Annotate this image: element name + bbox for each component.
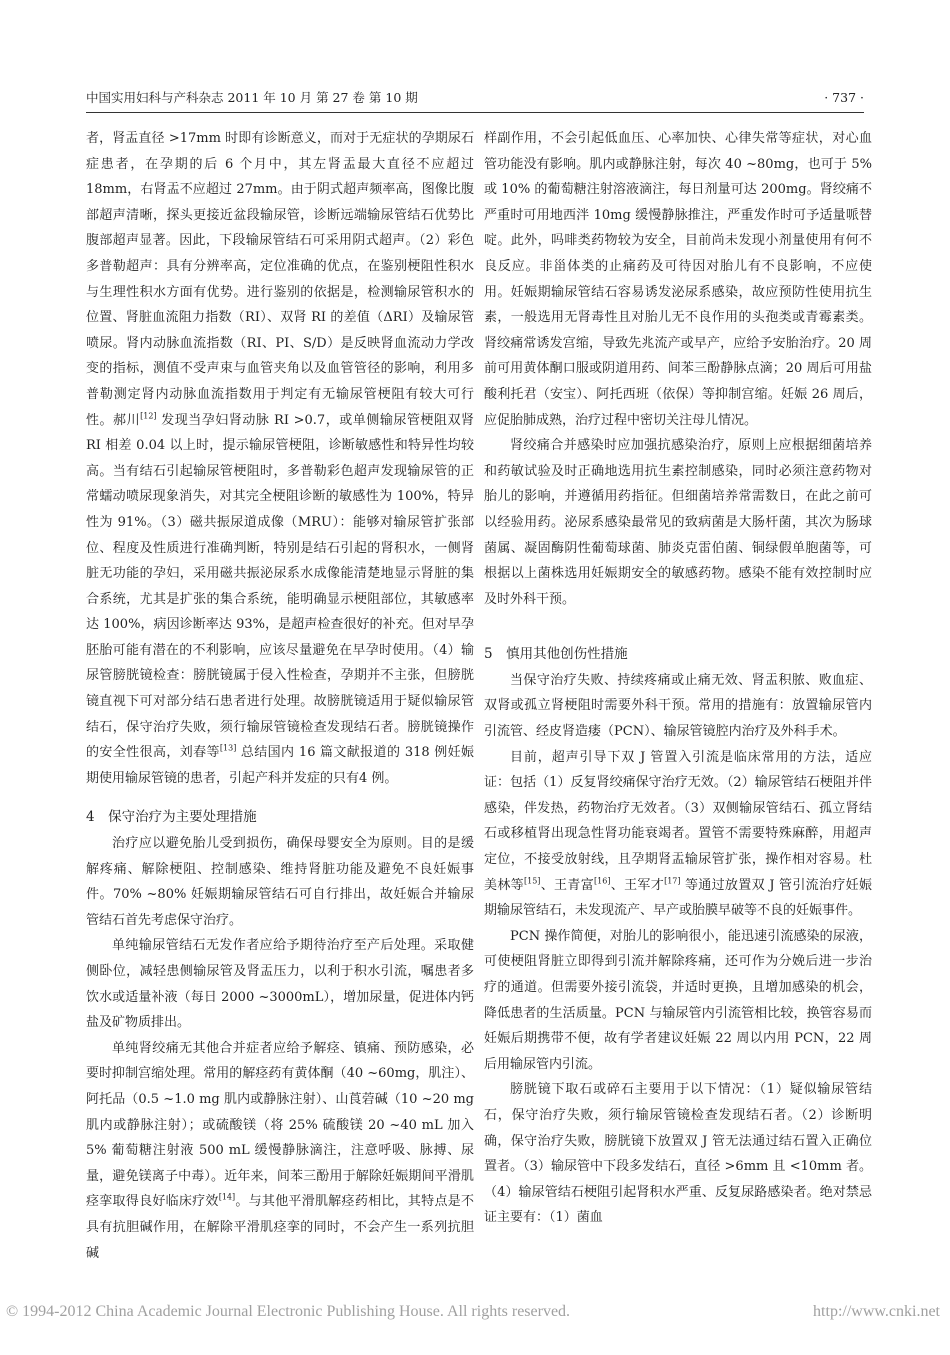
paragraph: 者，肾盂直径 >17mm 时即有诊断意义，而对于无症状的孕期尿石症患者，在孕期的后 6 个月中，其左肾盂最大直径不应超过 18mm，右肾盂不应超过 27mm。由于阴式超声频率高，图像比腹部超声清晰，探头更接近盆段输尿管，诊断远端输尿管结石优势比腹部超声显著。因此，下段输尿管结石可采用阴式超声。（2）彩色多普勒超声：具有分辨率高，定位准确的优点，在鉴别梗阻性积水与生理性积水方面有优势。进行鉴别的依据是，检测输尿管积水的位置、肾脏血流阻力指数（RI）、双肾 RI 的差值（ΔRI）及输尿管喷尿。肾内动脉血流指数（RI、PI、S/D）是反映肾血流动力学改变的指标，测值不受声束与血管夹角以及血管管径的影响，利用多普勒测定肾内动脉血流指数用于判定有无输尿管梗阻有较大可行性。郝川[12] 发现当孕妇肾动脉 RI >0.7，或单侧输尿管梗阻双肾 RI 相差 0.04 以上时，提示输尿管梗阻，诊断敏感性和特异性均较高。当有结石引起输尿管梗阻时，多普勒彩色超声发现输尿管的正常蠕动喷尿现象消失，对其完全梗阻诊断的敏感性为 100%，特异性为 91%。（3）磁共振尿道成像（MRU）：能够对输尿管扩张部位、程度及性质进行准确判断，特别是结石引起的肾积水，一侧肾脏无功能的孕妇，采用磁共振泌尿系水成像能清楚地显示肾脏的集合系统，尤其是扩张的集合系统，能明确显示梗阻部位，其敏感率达 100%，病因诊断率达 93%，是超声检查很好的补充。但对早孕胚胎可能有潜在的不利影响，应该尽量避免在早孕时使用。（4）输尿管膀胱镜检查：膀胱镜属于侵入性检查，孕期并不主张，但膀胱镜直视下可对部分结石患者进行处理。故膀胱镜适用于疑似输尿管结石，保守治疗失败，须行输尿管镜检查发现结石者。膀胱镜操作的安全性很高，刘春等[13] 总结国内 16 篇文献报道的 318 例妊娠期使用输尿管镜的患者，引起产科并发症的只有4 例。 bbox=[86, 131, 474, 786]
paragraph: 单纯输尿管结石无发作者应给予期待治疗至产后处理。采取健侧卧位，减轻患侧输尿管及肾盂压力，以利于积水引流，嘱患者多饮水或适量补液（每日 2000 ~3000mL），增加尿量，促进体内钙盐及矿物质排出。 bbox=[86, 938, 474, 1031]
paragraph: 膀胱镜下取石或碎石主要用于以下情况：（1）疑似输尿管结石，保守治疗失败，须行输尿管镜检查发现结石者。（2）诊断明确，保守治疗失败，膀胱镜下放置双 J 管无法通过结石置入正确位置者。（3）输尿管中下段多发结石，直径 >6mm 且 <10mm 者。（4）输尿管结石梗阻引起肾积水严重、反复尿路感染者。绝对禁忌证主要有：（1）菌血 bbox=[484, 1082, 872, 1226]
paragraph: 单纯肾绞痛无其他合并症者应给予解痉、镇痛、预防感染，必要时抑制宫缩处理。常用的解痉药有黄体酮（40 ~60mg，肌注）、阿托品（0.5 ~1.0 mg 肌内或静脉注射）、山莨菪碱（10 ~20 mg 肌内或静脉注射）；或硫酸镁（将 25% 硫酸镁 20 ~40 mL 加入 5% 葡萄糖注射液 500 mL 缓慢静脉滴注，注意呼吸、脉搏、尿量，避免镁离子中毒）。近年来，间苯三酚用于解除妊娠期间平滑肌痉挛取得良好临床疗效[14]。与其他平滑肌解痉药相比，其特点是不具有抗胆碱作用，在解除平滑肌痉挛的同时，不会产生一系列抗胆碱 bbox=[86, 1040, 474, 1261]
citation-ref[interactable]: [15] bbox=[523, 876, 541, 886]
running-header bbox=[86, 86, 864, 113]
cnki-link[interactable]: http://www.cnki.net bbox=[813, 1303, 940, 1320]
paragraph: 当保守治疗失败、持续疼痛或止痛无效、肾盂积脓、败血症、双肾或孤立肾梗阻时需要外科干预。常用的措施有：放置输尿管内引流管、经皮肾造瘘（PCN）、输尿管镜腔内治疗及外科手术。 bbox=[484, 672, 872, 740]
citation-ref[interactable]: [16] bbox=[594, 876, 611, 886]
paragraph: 样副作用，不会引起低血压、心率加快、心律失常等症状，对心血管功能没有影响。肌内或静脉注射，每次 40 ~80mg，也可于 5% 或 10% 的葡萄糖注射溶液滴注，每日剂量可达 200mg。肾绞痛不严重时可用地西泮 10mg 缓慢静脉推注，严重发作时可予适量哌替啶。此外，吗啡类药物较为安全，目前尚未发现小剂量使用有何不良反应。非甾体类的止痛药及可待因对胎儿有不良影响，不应使用。妊娠期输尿管结石容易诱发泌尿系感染，故应预防性使用抗生素，一般选用无肾毒性且对胎儿无不良作用的头孢类或青霉素类。肾绞痛常诱发宫缩，导致先兆流产或早产，应给予安胎治疗。20 周前可用黄体酮口服或阴道用药、间苯三酚静脉点滴；20 周后可用盐酸利托君（安宝）、阿托西班（依保）等抑制宫缩。妊娠 26 周后，应促胎肺成熟，治疗过程中密切关注母儿情况。 bbox=[484, 131, 872, 428]
citation-ref[interactable]: [14] bbox=[218, 1193, 236, 1203]
paragraph: 治疗应以避免胎儿受到损伤，确保母婴安全为原则。目的是缓解疼痛、解除梗阻、控制感染、维持肾脏功能及避免不良妊娠事件。70% ~80% 妊娠期输尿管结石可自行排出，故妊娠合并输尿管结石首先考虑保守治疗。 bbox=[86, 836, 474, 928]
citation-ref[interactable]: [13] bbox=[219, 743, 237, 753]
paragraph: 目前，超声引导下双 J 管置入引流是临床常用的方法，适应证：包括（1）反复肾绞痛保守治疗无效。（2）输尿管结石梗阻并伴感染，伴发热，药物治疗无效者。（3）双侧输尿管结石、孤立肾结石或移植肾出现急性肾功能衰竭者。置管不需要特殊麻醉，用超声定位，不接受放射线，且孕期肾盂输尿管扩张，操作相对容易。杜美林等[15]、王青富[16]、王军才[17] 等通过放置双 J 管引流治疗妊娠期输尿管结石，未发现流产、早产或胎膜早破等不良的妊娠事件。 bbox=[484, 749, 872, 919]
paragraph: 肾绞痛合并感染时应加强抗感染治疗，原则上应根据细菌培养和药敏试验及时正确地选用抗生素控制感染，同时必须注意药物对胎儿的影响，并遵循用药指征。但细菌培养常需数日，在此之前可以经验用药。泌尿系感染最常见的致病菌是大肠杆菌，其次为肠球菌属、凝固酶阴性葡萄球菌、肺炎克雷伯菌、铜绿假单胞菌等，可根据以上菌株选用妊娠期安全的敏感药物。感染不能有效控制时应及时外科干预。 bbox=[484, 438, 872, 607]
left-column bbox=[86, 126, 474, 1266]
right-column bbox=[484, 126, 872, 1231]
journal-info: 中国实用妇科与产科杂志 2011 年 10 月 第 27 卷 第 10 期 bbox=[86, 90, 418, 105]
watermark-footer bbox=[0, 1303, 950, 1325]
page-number: · 737 · bbox=[824, 90, 864, 105]
section-heading: 5 慎用其他创伤性措施 bbox=[484, 646, 628, 663]
citation-ref[interactable]: [17] bbox=[664, 876, 681, 886]
paragraph: PCN 操作简便，对胎儿的影响很小，能迅速引流感染的尿液，可使梗阻肾脏立即得到引流并解除疼痛，还可作为分娩后进一步治疗的通道。但需要外接引流袋，并适时更换，且增加感染的机会，降低患者的生活质量。PCN 与输尿管内引流管相比较，换管容易而妊娠后期携带不便，故有学者建议妊娠 22 周以内用 PCN，22 周后用输尿管内引流。 bbox=[484, 928, 872, 1072]
copyright-notice: © 1994-2012 China Academic Journal Electronic Publishing House. All rights reserved. bbox=[6, 1303, 571, 1320]
citation-ref[interactable]: [12] bbox=[140, 411, 157, 421]
section-heading: 4 保守治疗为主要处理措施 bbox=[86, 809, 257, 826]
